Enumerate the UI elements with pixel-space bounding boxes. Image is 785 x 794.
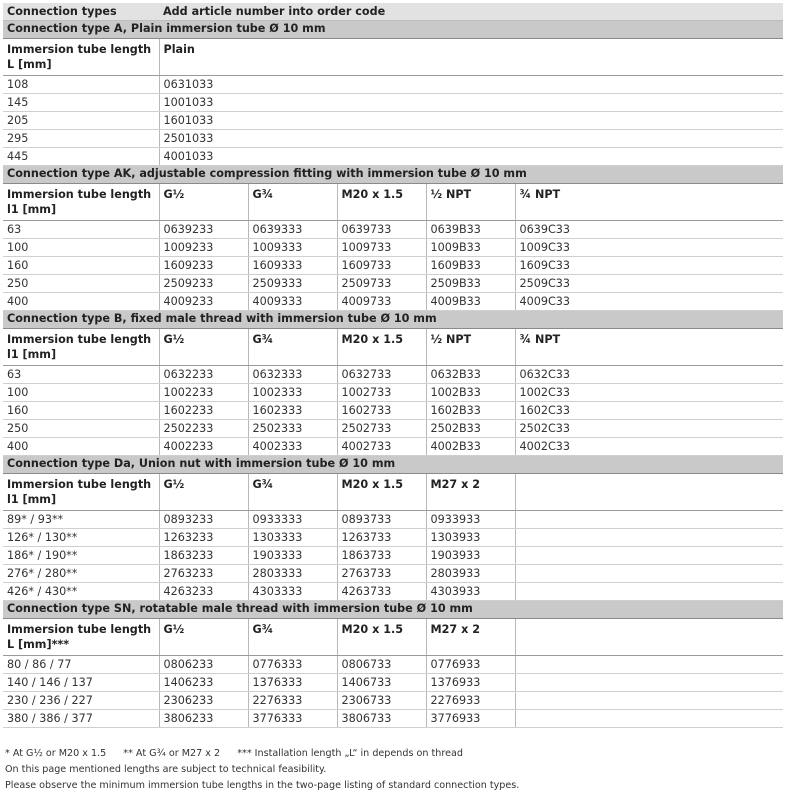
cell-code: 1009233 — [159, 239, 248, 257]
col-m27: M27 x 2 — [426, 619, 515, 656]
cell-code: 2509333 — [248, 275, 337, 293]
footnote-line-1 — [5, 746, 519, 762]
cell-code: 4001033 — [159, 148, 783, 166]
col-m20: M20 x 1.5 — [337, 619, 426, 656]
cell-code: 1609233 — [159, 257, 248, 275]
cell-code: 1406233 — [159, 674, 248, 692]
cell-code: 1602C33 — [515, 402, 783, 420]
col-m20: M20 x 1.5 — [337, 474, 426, 511]
col-g-half: G½ — [159, 474, 248, 511]
table-row — [3, 529, 783, 547]
cell-length: 295 — [3, 130, 159, 148]
cell-code: 0631033 — [159, 76, 783, 94]
cell-code: 1303933 — [426, 529, 515, 547]
cell-code: 4002B33 — [426, 438, 515, 456]
cell-code: 4002233 — [159, 438, 248, 456]
cell-code: 2502233 — [159, 420, 248, 438]
cell-code: 1002233 — [159, 384, 248, 402]
cell-length: 140 / 146 / 137 — [3, 674, 159, 692]
table-row — [3, 420, 783, 438]
table-row — [3, 366, 783, 384]
cell-code: 0632333 — [248, 366, 337, 384]
table-row — [3, 257, 783, 275]
cell-code: 1602733 — [337, 402, 426, 420]
cell-code: 0893233 — [159, 511, 248, 529]
empty-cell — [515, 692, 783, 710]
table-header — [3, 3, 783, 21]
col-m20: M20 x 1.5 — [337, 329, 426, 366]
table-row — [3, 130, 783, 148]
cell-code: 1376333 — [248, 674, 337, 692]
cell-code: 1406733 — [337, 674, 426, 692]
col-half-npt: ½ NPT — [426, 329, 515, 366]
cell-code: 2276333 — [248, 692, 337, 710]
footnotes — [5, 746, 519, 794]
col-length: Immersion tube length L [mm]*** — [3, 619, 159, 656]
cell-code: 4009B33 — [426, 293, 515, 311]
table-row — [3, 692, 783, 710]
table-row — [3, 112, 783, 130]
header-add-article: Add article number into order code — [159, 3, 783, 21]
cell-code: 0639B33 — [426, 221, 515, 239]
cell-code: 2502733 — [337, 420, 426, 438]
cell-code: 4002C33 — [515, 438, 783, 456]
table-row — [3, 384, 783, 402]
col-three-quarter-npt: ¾ NPT — [515, 329, 783, 366]
col-g-three-quarter: G¾ — [248, 619, 337, 656]
table-row — [3, 94, 783, 112]
section-b-column-header — [3, 329, 783, 366]
cell-length: 445 — [3, 148, 159, 166]
table-row — [3, 511, 783, 529]
cell-code: 0639733 — [337, 221, 426, 239]
cell-code: 2306233 — [159, 692, 248, 710]
section-ak-title-row — [3, 166, 783, 184]
table-row — [3, 239, 783, 257]
cell-code: 0639233 — [159, 221, 248, 239]
cell-code: 2763733 — [337, 565, 426, 583]
cell-code: 1263733 — [337, 529, 426, 547]
section-sn-title-row — [3, 601, 783, 619]
cell-code: 4009333 — [248, 293, 337, 311]
cell-length: 276* / 280** — [3, 565, 159, 583]
cell-code: 1009C33 — [515, 239, 783, 257]
footnote-line-3: Please observe the minimum immersion tube lengths in the two-page listing of standard connection types. — [5, 780, 520, 791]
cell-code: 2509C33 — [515, 275, 783, 293]
cell-code: 3806733 — [337, 710, 426, 728]
table-row — [3, 293, 783, 311]
empty-cell — [515, 511, 783, 529]
cell-code: 1009333 — [248, 239, 337, 257]
empty-cell — [515, 547, 783, 565]
col-length: Immersion tube length L [mm] — [3, 39, 159, 76]
cell-code: 4263233 — [159, 583, 248, 601]
cell-code: 2306733 — [337, 692, 426, 710]
cell-length: 63 — [3, 366, 159, 384]
cell-code: 3776933 — [426, 710, 515, 728]
col-plain: Plain — [159, 39, 783, 76]
cell-code: 4303333 — [248, 583, 337, 601]
cell-code: 2501033 — [159, 130, 783, 148]
empty-cell — [515, 710, 783, 728]
cell-code: 0893733 — [337, 511, 426, 529]
cell-code: 1609333 — [248, 257, 337, 275]
cell-code: 0639333 — [248, 221, 337, 239]
table-row — [3, 583, 783, 601]
cell-code: 4002733 — [337, 438, 426, 456]
cell-code: 3776333 — [248, 710, 337, 728]
col-g-three-quarter: G¾ — [248, 184, 337, 221]
cell-code: 2502B33 — [426, 420, 515, 438]
cell-code: 1009733 — [337, 239, 426, 257]
cell-code: 1903333 — [248, 547, 337, 565]
col-g-half: G½ — [159, 329, 248, 366]
cell-code: 4303933 — [426, 583, 515, 601]
cell-length: 250 — [3, 420, 159, 438]
table-row — [3, 275, 783, 293]
cell-code: 4263733 — [337, 583, 426, 601]
col-g-half: G½ — [159, 619, 248, 656]
cell-code: 2803933 — [426, 565, 515, 583]
col-length: Immersion tube length l1 [mm] — [3, 329, 159, 366]
table-row — [3, 148, 783, 166]
section-sn-column-header — [3, 619, 783, 656]
cell-code: 4009733 — [337, 293, 426, 311]
cell-code: 2502333 — [248, 420, 337, 438]
col-m27: M27 x 2 — [426, 474, 515, 511]
table-row — [3, 547, 783, 565]
cell-code: 4009C33 — [515, 293, 783, 311]
cell-code: 1002733 — [337, 384, 426, 402]
cell-length: 380 / 386 / 377 — [3, 710, 159, 728]
cell-code: 0632733 — [337, 366, 426, 384]
section-a-title-row — [3, 21, 783, 39]
table-row — [3, 710, 783, 728]
col-half-npt: ½ NPT — [426, 184, 515, 221]
col-m20: M20 x 1.5 — [337, 184, 426, 221]
empty-cell — [515, 674, 783, 692]
cell-length: 160 — [3, 402, 159, 420]
table-row — [3, 656, 783, 674]
section-ak-title: Connection type AK, adjustable compression fitting with immersion tube Ø 10 mm — [3, 166, 783, 184]
cell-length: 63 — [3, 221, 159, 239]
table-row — [3, 221, 783, 239]
section-a-title: Connection type A, Plain immersion tube Ø 10 mm — [3, 21, 783, 39]
cell-length: 100 — [3, 239, 159, 257]
cell-code: 0776933 — [426, 656, 515, 674]
section-da-title-row — [3, 456, 783, 474]
empty-cell — [515, 474, 783, 511]
table-row — [3, 674, 783, 692]
section-a-column-header — [3, 39, 783, 76]
cell-length: 205 — [3, 112, 159, 130]
cell-code: 1863733 — [337, 547, 426, 565]
cell-code: 0806233 — [159, 656, 248, 674]
cell-code: 1002C33 — [515, 384, 783, 402]
empty-cell — [515, 619, 783, 656]
cell-length: 145 — [3, 94, 159, 112]
cell-length: 160 — [3, 257, 159, 275]
table-row — [3, 565, 783, 583]
cell-code: 1609B33 — [426, 257, 515, 275]
table-row — [3, 438, 783, 456]
cell-length: 89* / 93** — [3, 511, 159, 529]
empty-cell — [515, 529, 783, 547]
cell-code: 0933933 — [426, 511, 515, 529]
cell-code: 1002B33 — [426, 384, 515, 402]
cell-code: 1602333 — [248, 402, 337, 420]
cell-code: 1303333 — [248, 529, 337, 547]
footnote-2: ** At G¾ or M27 x 2 — [123, 748, 221, 759]
cell-code: 1609C33 — [515, 257, 783, 275]
footnote-1: * At G½ or M20 x 1.5 — [5, 748, 107, 759]
cell-code: 0776333 — [248, 656, 337, 674]
cell-length: 230 / 236 / 227 — [3, 692, 159, 710]
cell-code: 2763233 — [159, 565, 248, 583]
empty-cell — [515, 583, 783, 601]
section-b-title: Connection type B, fixed male thread with immersion tube Ø 10 mm — [3, 311, 783, 329]
empty-cell — [515, 656, 783, 674]
section-da-column-header — [3, 474, 783, 511]
cell-length: 80 / 86 / 77 — [3, 656, 159, 674]
cell-length: 126* / 130** — [3, 529, 159, 547]
cell-code: 0806733 — [337, 656, 426, 674]
cell-code: 1609733 — [337, 257, 426, 275]
cell-code: 1263233 — [159, 529, 248, 547]
cell-length: 400 — [3, 438, 159, 456]
section-da-title: Connection type Da, Union nut with immersion tube Ø 10 mm — [3, 456, 783, 474]
table-row — [3, 76, 783, 94]
col-g-half: G½ — [159, 184, 248, 221]
connection-types-table — [3, 3, 783, 728]
col-g-three-quarter: G¾ — [248, 474, 337, 511]
col-length: Immersion tube length l1 [mm] — [3, 184, 159, 221]
header-connection-types: Connection types — [3, 3, 159, 21]
cell-code: 3806233 — [159, 710, 248, 728]
cell-code: 2509733 — [337, 275, 426, 293]
cell-code: 4002333 — [248, 438, 337, 456]
cell-length: 400 — [3, 293, 159, 311]
cell-code: 1602B33 — [426, 402, 515, 420]
cell-code: 1602233 — [159, 402, 248, 420]
footnote-3: *** Installation length „L“ in depends on thread — [237, 748, 463, 759]
cell-code: 2803333 — [248, 565, 337, 583]
cell-code: 0632233 — [159, 366, 248, 384]
section-b-title-row — [3, 311, 783, 329]
cell-code: 0632B33 — [426, 366, 515, 384]
cell-code: 1376933 — [426, 674, 515, 692]
cell-code: 0632C33 — [515, 366, 783, 384]
col-three-quarter-npt: ¾ NPT — [515, 184, 783, 221]
footnote-line-2: On this page mentioned lengths are subject to technical feasibility. — [5, 764, 327, 775]
cell-code: 2509233 — [159, 275, 248, 293]
cell-code: 1863233 — [159, 547, 248, 565]
col-length: Immersion tube length l1 [mm] — [3, 474, 159, 511]
cell-code: 2502C33 — [515, 420, 783, 438]
cell-code: 1601033 — [159, 112, 783, 130]
cell-code: 1009B33 — [426, 239, 515, 257]
cell-length: 100 — [3, 384, 159, 402]
cell-code: 2276933 — [426, 692, 515, 710]
col-g-three-quarter: G¾ — [248, 329, 337, 366]
cell-length: 250 — [3, 275, 159, 293]
cell-length: 186* / 190** — [3, 547, 159, 565]
cell-code: 0639C33 — [515, 221, 783, 239]
cell-code: 2509B33 — [426, 275, 515, 293]
cell-code: 4009233 — [159, 293, 248, 311]
cell-code: 1903933 — [426, 547, 515, 565]
cell-code: 0933333 — [248, 511, 337, 529]
section-ak-column-header — [3, 184, 783, 221]
section-sn-title: Connection type SN, rotatable male thread with immersion tube Ø 10 mm — [3, 601, 783, 619]
cell-length: 426* / 430** — [3, 583, 159, 601]
table-row — [3, 402, 783, 420]
empty-cell — [515, 565, 783, 583]
cell-code: 1001033 — [159, 94, 783, 112]
cell-length: 108 — [3, 76, 159, 94]
cell-code: 1002333 — [248, 384, 337, 402]
